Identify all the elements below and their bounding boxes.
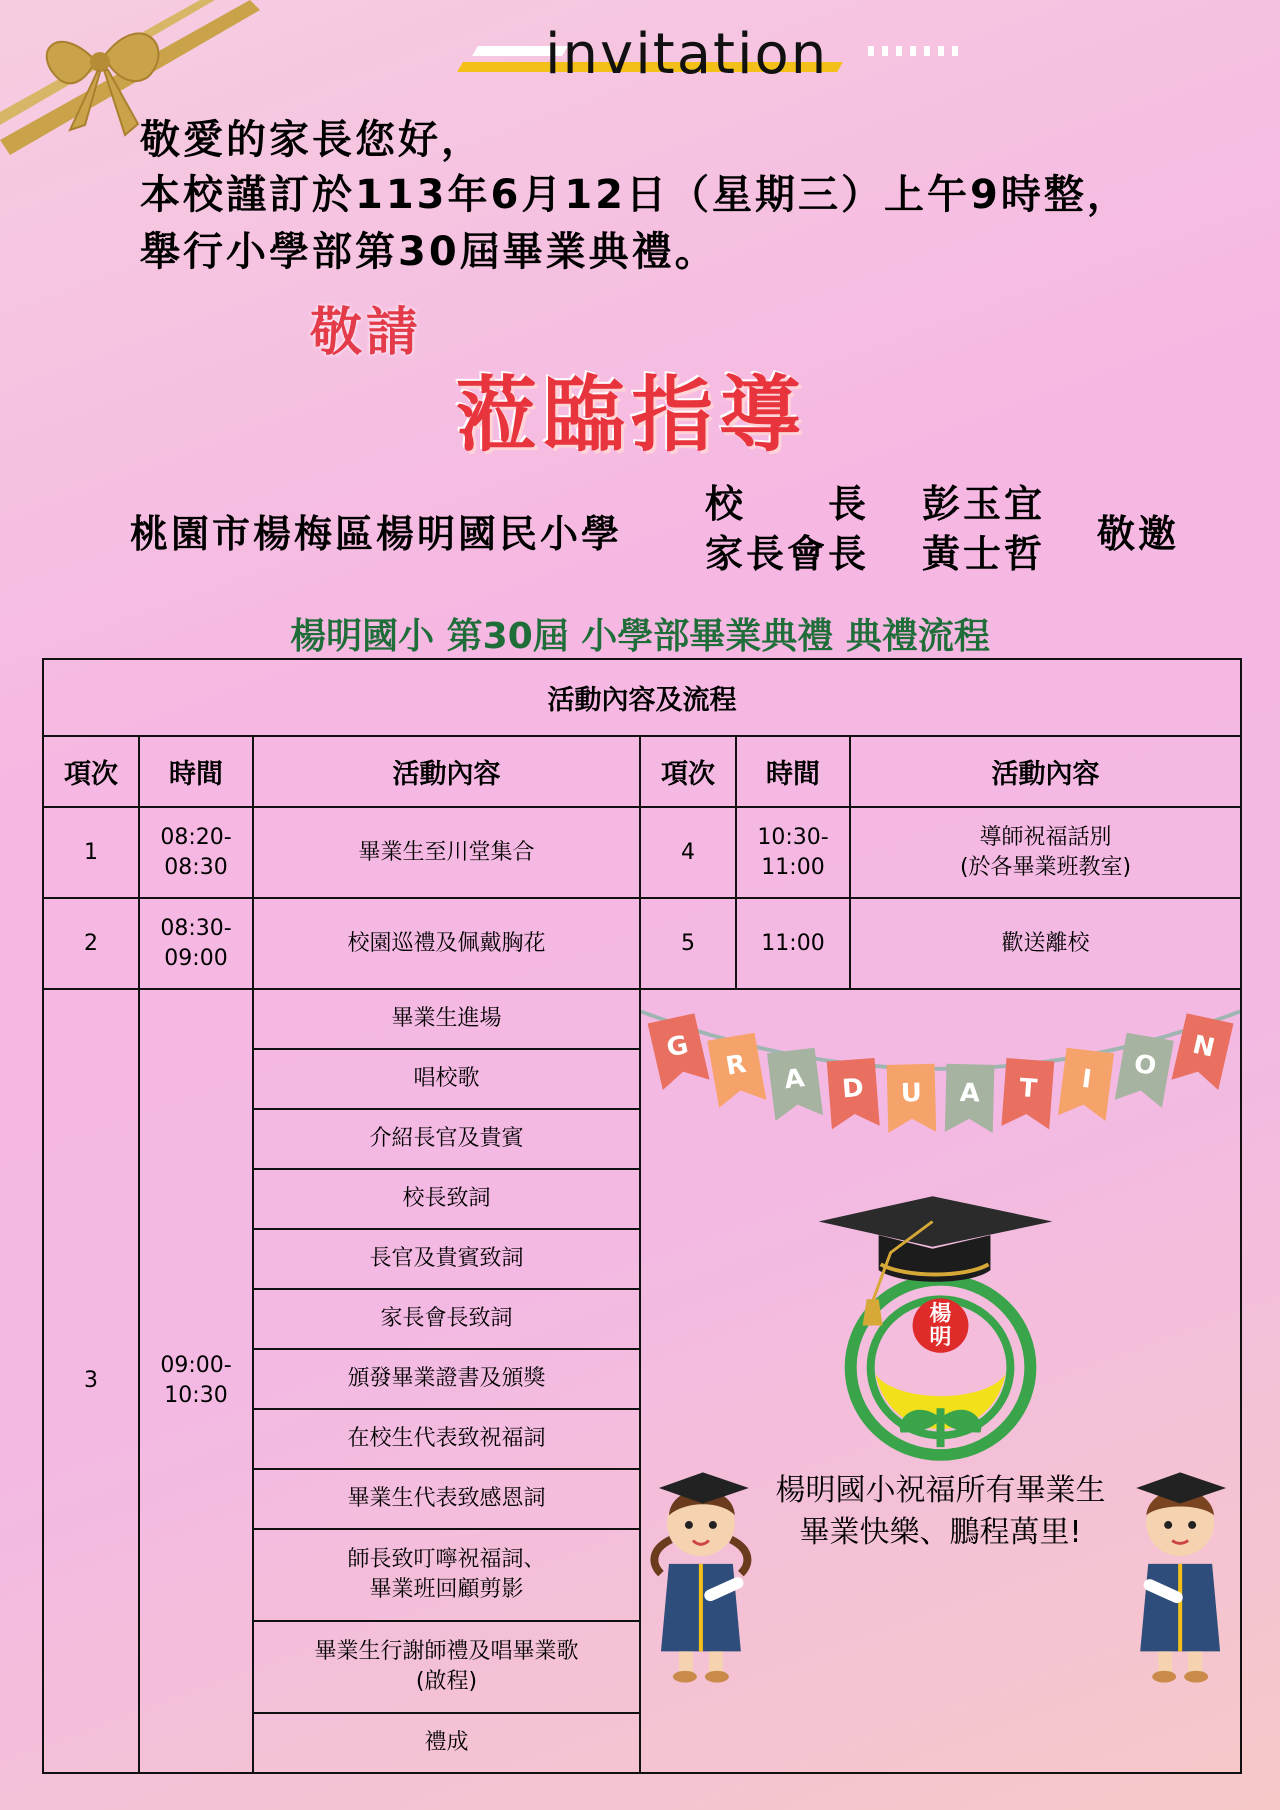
row-time-start: 09:00- — [160, 1353, 232, 1379]
header-activity: 活動內容 — [253, 736, 640, 807]
row-activity — [850, 807, 1241, 898]
banner-flag — [945, 1064, 995, 1133]
banner-letter: R — [723, 1049, 749, 1082]
seal-char-1: 楊 — [929, 1301, 952, 1327]
row-activity-line: 導師祝福話別 — [979, 824, 1112, 850]
step-line: 畢業生行謝師禮及唱畢業歌 — [314, 1639, 579, 1665]
table-caption: 活動內容及流程 — [43, 659, 1241, 736]
step-line: 師長致叮嚀祝福詞、 — [347, 1547, 546, 1573]
schedule-table — [42, 658, 1240, 1772]
step-item: 長官及貴賓致詞 — [253, 1229, 640, 1289]
row-activity-line: (於各畢業班教室) — [959, 854, 1132, 880]
row-time-end: 09:00 — [164, 945, 228, 971]
banner-flag — [827, 1058, 880, 1129]
honor-guidance: 蒞臨指導 — [455, 368, 808, 463]
header-activity: 活動內容 — [850, 736, 1241, 807]
header-dash — [882, 46, 888, 56]
header-dash — [896, 46, 902, 56]
row-activity: 校園巡禮及佩戴胸花 — [253, 898, 640, 989]
row-no: 3 — [43, 989, 139, 1773]
banner-flag — [648, 1013, 710, 1090]
pta-name: 黃士哲 — [922, 532, 1046, 576]
closing-word: 敬邀 — [1097, 512, 1180, 556]
row-time — [139, 989, 253, 1773]
banner-flag — [887, 1064, 937, 1133]
seal-char-2: 明 — [929, 1325, 952, 1350]
step-item — [253, 1621, 640, 1713]
invitation-title: invitation — [545, 22, 829, 87]
header-no: 項次 — [640, 736, 736, 807]
banner-letter: D — [841, 1073, 865, 1105]
step-item: 在校生代表致祝福詞 — [253, 1409, 640, 1469]
step-item: 畢業生進場 — [253, 989, 640, 1049]
blessing-line-2: 畢業快樂、鵬程萬里! — [799, 1515, 1082, 1550]
header-dash — [952, 46, 958, 56]
honor-request: 敬請 — [310, 303, 423, 363]
row-no: 2 — [43, 898, 139, 989]
row-time — [736, 807, 850, 898]
row-no: 1 — [43, 807, 139, 898]
banner-flag — [1115, 1033, 1174, 1108]
blessing-line-1: 楊明國小祝福所有畢業生 — [775, 1473, 1106, 1508]
banner-letter: I — [1080, 1064, 1094, 1095]
header-dash — [868, 46, 874, 56]
step-line: 畢業班回顧剪影 — [369, 1577, 524, 1602]
header-dash — [938, 46, 944, 56]
pta-title: 家長會長 — [705, 532, 870, 576]
school-name: 桃園市楊梅區楊明國民小學 — [130, 512, 623, 556]
banner-flag — [707, 1033, 766, 1108]
row-time: 11:00 — [736, 898, 850, 989]
illustration-cell — [640, 989, 1241, 1773]
header-dash — [924, 46, 930, 56]
banner-letter: O — [1131, 1048, 1159, 1082]
step-item: 頒發畢業證書及頒獎 — [253, 1349, 640, 1409]
principal-name: 彭玉宜 — [922, 482, 1046, 526]
banner-flag — [767, 1048, 823, 1121]
banner-flag — [1171, 1013, 1233, 1090]
greeting-line-3: 舉行小學部第30屆畢業典禮。 — [140, 229, 718, 275]
header-time: 時間 — [736, 736, 850, 807]
banner-flag — [1058, 1048, 1114, 1121]
principal-title: 校 長 — [705, 482, 870, 526]
row-activity: 畢業生至川堂集合 — [253, 807, 640, 898]
row-time-start: 10:30- — [757, 824, 829, 850]
row-time — [139, 898, 253, 989]
step-item: 介紹長官及貴賓 — [253, 1109, 640, 1169]
banner-letter: A — [959, 1078, 981, 1109]
banner-letter: G — [663, 1030, 692, 1064]
row-time — [139, 807, 253, 898]
banner-letter: N — [1189, 1030, 1218, 1064]
header-time: 時間 — [139, 736, 253, 807]
row-no: 4 — [640, 807, 736, 898]
step-item — [253, 1529, 640, 1621]
greeting-line-1: 敬愛的家長您好， — [140, 117, 484, 163]
banner-letter: U — [900, 1078, 923, 1109]
row-time-end: 11:00 — [761, 854, 825, 880]
banner-letter: T — [1018, 1073, 1039, 1105]
greeting-line-2: 本校謹訂於113年6月12日（星期三）上午9時整， — [140, 172, 1130, 218]
flow-title: 楊明國小 第30屆 小學部畢業典禮 典禮流程 — [290, 616, 990, 657]
graduation-illustration — [641, 990, 1240, 1772]
row-activity: 歡送離校 — [850, 898, 1241, 989]
header-dash — [910, 46, 916, 56]
header-no: 項次 — [43, 736, 139, 807]
banner-flag — [1001, 1058, 1054, 1129]
blessing-text — [641, 1470, 1240, 1554]
row-no: 5 — [640, 898, 736, 989]
row-time-start: 08:30- — [160, 915, 232, 941]
row-time-end: 10:30 — [164, 1383, 228, 1408]
row-time-start: 08:20- — [160, 824, 232, 850]
step-item: 校長致詞 — [253, 1169, 640, 1229]
step-item: 家長會長致詞 — [253, 1289, 640, 1349]
row-time-end: 08:30 — [164, 854, 228, 880]
step-item: 禮成 — [253, 1713, 640, 1773]
step-item: 畢業生代表致感恩詞 — [253, 1469, 640, 1529]
step-item: 唱校歌 — [253, 1049, 640, 1109]
step-line: (啟程) — [415, 1669, 478, 1694]
banner-letter: A — [782, 1063, 807, 1096]
